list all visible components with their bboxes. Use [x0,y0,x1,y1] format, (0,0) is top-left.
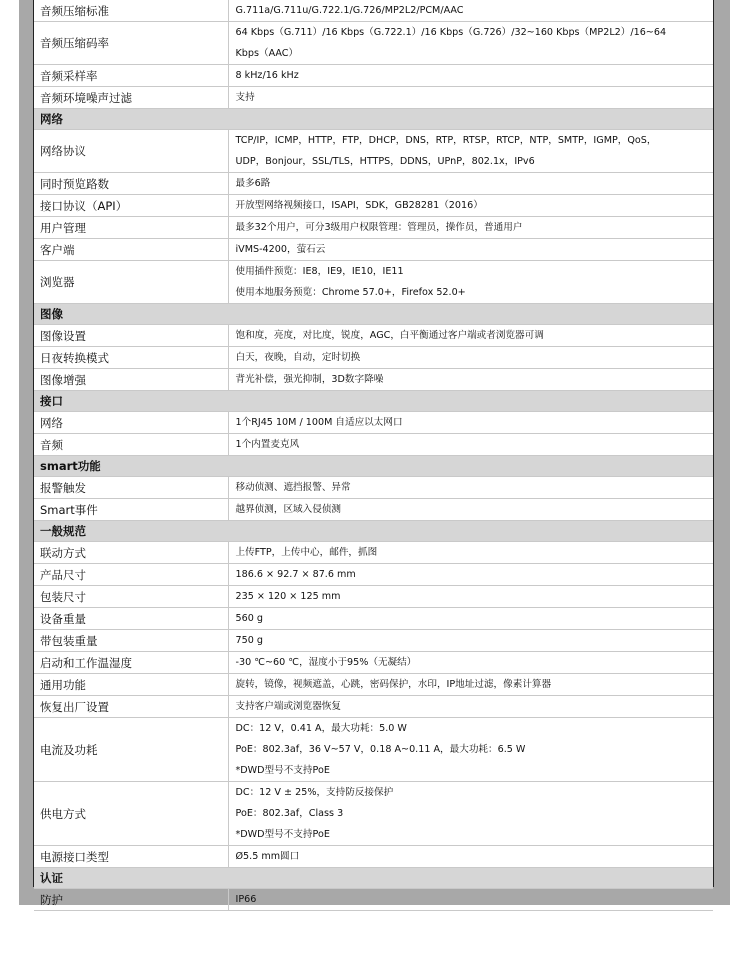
spec-value [228,652,713,674]
spec-key: 图像增强 [34,369,228,391]
section-title: 一般规范 [34,521,713,542]
spec-value-line: 支持客户端或浏览器恢复 [235,701,342,712]
spec-row [34,542,713,564]
spec-row [34,195,713,217]
spec-row [34,499,713,521]
spec-row [34,261,713,304]
section-title: 图像 [34,304,713,325]
spec-row [34,87,713,109]
spec-value [228,369,713,391]
spec-value [228,325,713,347]
spec-value-line: DC：12 V ± 25%，支持防反接保护 [235,787,394,798]
spec-key: 供电方式 [34,782,228,846]
spec-value [228,173,713,195]
spec-value-line: UDP，Bonjour，SSL/TLS，HTTPS，DDNS，UPnP，802.1x，IPv6 [235,156,535,167]
spec-row [34,630,713,652]
spec-value [228,217,713,239]
spec-key: 报警触发 [34,477,228,499]
spec-key: 音频环境噪声过滤 [34,87,228,109]
spec-row [34,652,713,674]
spec-value-line: 支持 [235,92,255,103]
spec-row [34,65,713,87]
spec-row [34,173,713,195]
spec-value [228,696,713,718]
spec-value-line: PoE：802.3af，36 V~57 V，0.18 A~0.11 A，最大功耗：6.5 W [235,744,526,755]
spec-key: 联动方式 [34,542,228,564]
spec-value [228,630,713,652]
spec-value-line: 背光补偿，强光抑制，3D数字降噪 [235,374,384,385]
section-header-row [34,456,713,477]
spec-key: 图像设置 [34,325,228,347]
spec-value-line: 8 kHz/16 kHz [235,70,299,81]
spec-key: 音频 [34,434,228,456]
spec-value [228,608,713,630]
spec-value-line: 最多32个用户，可分3级用户权限管理：管理员，操作员，普通用户 [235,222,523,233]
spec-key: 接口协议（API） [34,195,228,217]
spec-value [228,0,713,22]
spec-value-line: 186.6 × 92.7 × 87.6 mm [235,569,356,580]
spec-value [228,674,713,696]
spec-key: 音频压缩码率 [34,22,228,65]
spec-value-line: Ø5.5 mm圆口 [235,851,300,862]
section-title: 接口 [34,391,713,412]
spec-row [34,674,713,696]
spec-value-line: DC：12 V，0.41 A，最大功耗：5.0 W [235,723,407,734]
spec-key: 音频采样率 [34,65,228,87]
spec-value [228,586,713,608]
spec-value [228,239,713,261]
section-title: 网络 [34,109,713,130]
spec-row [34,325,713,347]
spec-value-line: 最多6路 [235,178,271,189]
spec-row [34,696,713,718]
section-header-row [34,391,713,412]
spec-value-line: 上传FTP，上传中心，邮件，抓图 [235,547,378,558]
spec-value-line: *DWD型号不支持PoE [235,765,330,776]
spec-row [34,564,713,586]
spec-row [34,22,713,65]
spec-value [228,412,713,434]
spec-value [228,564,713,586]
spec-row [34,718,713,782]
spec-value-line: 750 g [235,635,263,646]
spec-key: 恢复出厂设置 [34,696,228,718]
spec-row [34,130,713,173]
spec-value-line: 1个RJ45 10M / 100M 自适应以太网口 [235,417,403,428]
spec-row [34,0,713,22]
spec-row [34,239,713,261]
section-header-row [34,304,713,325]
spec-value-line: 越界侦测，区域入侵侦测 [235,504,342,515]
spec-value [228,542,713,564]
spec-key: 包装尺寸 [34,586,228,608]
spec-value [228,347,713,369]
spec-row [34,477,713,499]
spec-key: 音频压缩标准 [34,0,228,22]
spec-value-line: G.711a/G.711u/G.722.1/G.726/MP2L2/PCM/AAC [235,5,464,16]
spec-key: 防护 [34,889,228,911]
spec-value [228,718,713,782]
spec-value-line: 使用插件预览：IE8，IE9，IE10，IE11 [235,266,404,277]
spec-table-body [34,0,713,911]
spec-key: 用户管理 [34,217,228,239]
spec-key: 带包装重量 [34,630,228,652]
spec-value [228,261,713,304]
section-header-row [34,521,713,542]
spec-key: 网络 [34,412,228,434]
spec-key: Smart事件 [34,499,228,521]
spec-row [34,782,713,846]
spec-key: 电源接口类型 [34,846,228,868]
spec-value [228,782,713,846]
spec-value-line: 移动侦测、遮挡报警、异常 [235,482,351,493]
spec-value-line: 235 × 120 × 125 mm [235,591,341,602]
spec-table [34,0,713,911]
spec-value-line: 白天，夜晚，自动，定时切换 [235,352,361,363]
spec-value [228,434,713,456]
spec-key: 产品尺寸 [34,564,228,586]
section-title: smart功能 [34,456,713,477]
section-header-row [34,868,713,889]
spec-value-line: -30 ℃~60 ℃，湿度小于95%（无凝结） [235,657,417,668]
page-frame [19,0,730,905]
spec-row [34,608,713,630]
spec-key: 通用功能 [34,674,228,696]
spec-key: 同时预览路数 [34,173,228,195]
spec-key: 设备重量 [34,608,228,630]
spec-value-line: PoE：802.3af，Class 3 [235,808,344,819]
section-title: 认证 [34,868,713,889]
spec-value-line: 饱和度，亮度，对比度，锐度，AGC，白平衡通过客户端或者浏览器可调 [235,330,544,341]
spec-value [228,889,713,911]
spec-row [34,412,713,434]
spec-value [228,195,713,217]
spec-value [228,846,713,868]
spec-value-line: Kbps（AAC） [235,48,299,59]
spec-key: 浏览器 [34,261,228,304]
spec-value [228,87,713,109]
spec-key: 电流及功耗 [34,718,228,782]
spec-row [34,889,713,911]
spec-row [34,347,713,369]
spec-value [228,477,713,499]
spec-row [34,217,713,239]
spec-value-line: 1个内置麦克风 [235,439,300,450]
spec-value-line: 64 Kbps（G.711）/16 Kbps（G.722.1）/16 Kbps（G.726）/32~160 Kbps（MP2L2）/16~64 [235,27,667,38]
spec-value-line: *DWD型号不支持PoE [235,829,330,840]
spec-row [34,586,713,608]
spec-value [228,130,713,173]
spec-row [34,369,713,391]
spec-value-line: 使用本地服务预览：Chrome 57.0+，Firefox 52.0+ [235,287,466,298]
spec-value-line: 旋转，镜像，视频遮盖，心跳，密码保护，水印，IP地址过滤，像素计算器 [235,679,552,690]
spec-value [228,499,713,521]
spec-key: 启动和工作温湿度 [34,652,228,674]
spec-value-line: TCP/IP，ICMP，HTTP，FTP，DHCP，DNS，RTP，RTSP，RTCP，NTP，SMTP，IGMP，QoS， [235,135,657,146]
section-header-row [34,109,713,130]
spec-value-line: 560 g [235,613,263,624]
spec-key: 客户端 [34,239,228,261]
spec-key: 网络协议 [34,130,228,173]
spec-row [34,434,713,456]
spec-sheet [33,0,714,907]
spec-value [228,22,713,65]
spec-row [34,846,713,868]
spec-key: 日夜转换模式 [34,347,228,369]
spec-value-line: 开放型网络视频接口，ISAPI，SDK，GB28281（2016） [235,200,483,211]
spec-value-line: iVMS-4200，萤石云 [235,244,326,255]
spec-value [228,65,713,87]
spec-value-line: IP66 [235,894,257,905]
